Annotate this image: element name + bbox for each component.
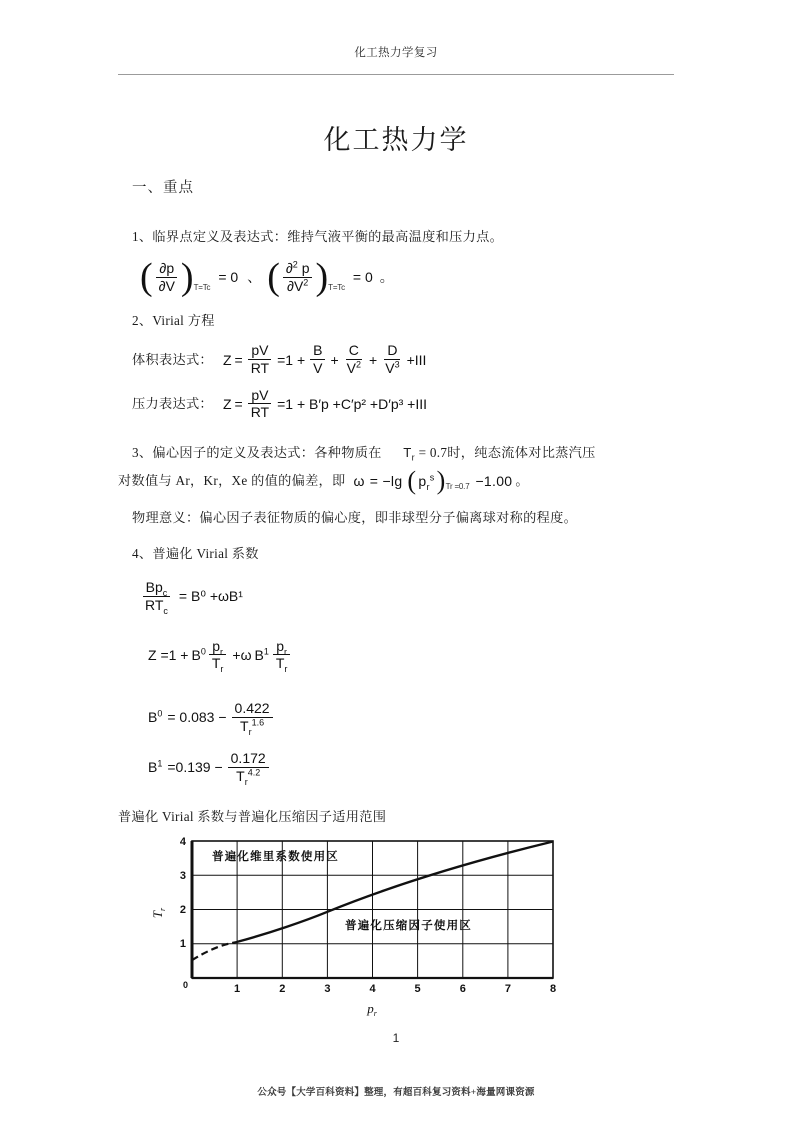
subscript-tc-2: T=Tc — [328, 283, 345, 293]
item-1-formula — [140, 255, 684, 298]
volume-expression-row — [132, 343, 684, 375]
document-body — [118, 176, 684, 825]
partial-derivative-2 — [267, 255, 345, 298]
x-tick-3: 3 — [324, 983, 331, 995]
x-tick-5: 5 — [414, 983, 421, 995]
period-mark: 。 — [379, 269, 394, 286]
volume-expression-formula: Z = $\frac{pV}{RT}$ =1 + $\frac{B}{V}$ + $\frac{C}{V^2}$ + $\frac{D}{V^3}$ +III — [222, 342, 427, 377]
b0-formula: $B^0$ = 0.083 − $\frac{0.422}{T_r^{1.6}}$ — [148, 701, 684, 733]
formula-separator: 、 — [247, 269, 262, 286]
page-header — [0, 46, 792, 60]
pressure-expression-label: 压力表达式： — [132, 395, 213, 411]
y-tick-2: 2 — [179, 904, 186, 916]
paren-right-icon-3: ) — [436, 466, 446, 496]
acentric-factor-formula: ω = −lg ( $p_r^s$ ) Tr =0.7 −1.00 — [353, 466, 513, 496]
x-axis-label: $p_r$ — [367, 1001, 377, 1018]
x-tick-1: 1 — [234, 983, 241, 995]
footer-note: 公众号【大学百科资料】整理，有超百科复习资料+海量网课资源 — [257, 1088, 535, 1098]
page-number: 1 — [392, 1031, 400, 1045]
y-axis-label: $T_r$ — [150, 907, 167, 919]
item-3-period: 。 — [515, 473, 529, 489]
y-tick-1: 1 — [179, 938, 186, 950]
x-tick-6: 6 — [459, 983, 466, 995]
region-label-virial: 普遍化维里系数使用区 — [212, 851, 339, 863]
region-label-compressibility: 普遍化压缩因子使用区 — [345, 920, 472, 932]
page-title: 化工热力学 — [323, 125, 469, 155]
y-tick-0: 0 — [182, 980, 188, 990]
generalized-virial-formula-2: Z =1 + $B^0$ $\frac{p_r}{T_r}$ +ω $B^1$ $\frac{p_r}{T_r}$ — [148, 639, 684, 671]
item-4-heading: 4、普遍化 Virial 系数 — [132, 546, 259, 562]
x-tick-8: 8 — [549, 983, 557, 995]
volume-expression-label: 体积表达式： — [132, 351, 213, 367]
paren-left-icon-2: ( — [267, 255, 280, 298]
running-title: 化工热力学复习 — [354, 47, 438, 59]
item-3-line-1: 3、偏心因子的定义及表达式：各种物质在 $T_r = 0.7$时，纯态流体对比蒸汽压 — [132, 445, 596, 463]
equals-zero-2: = 0 — [352, 269, 373, 286]
item-2-heading: 2、Virial 方程 — [132, 313, 215, 329]
x-tick-2: 2 — [279, 983, 286, 995]
y-tick-3: 3 — [179, 870, 186, 882]
subscript-tr-07: Tr =0.7 — [445, 481, 470, 491]
dv-denominator: ∂V — [158, 277, 175, 294]
tr-symbol: $T_r$ — [403, 445, 415, 463]
item-1-text: 1、临界点定义及表达式：维持气液平衡的最高温度和压力点。 — [132, 229, 504, 244]
paren-right-icon: ) — [180, 255, 194, 298]
chart-caption: 普遍化 Virial 系数与普遍化压缩因子适用范围 — [118, 808, 387, 824]
item-3-meaning: 物理意义：偏心因子表征物质的偏心度，即非球型分子偏离球对称的程度。 — [132, 510, 578, 526]
paren-right-icon-2: ) — [315, 255, 329, 298]
x-tick-7: 7 — [504, 983, 511, 995]
paren-left-icon-3: ( — [407, 466, 417, 496]
partial-derivative-1 — [140, 255, 211, 298]
pressure-expression-row — [132, 388, 684, 420]
acentric-paren-group: ( $p_r^s$ ) Tr =0.7 — [407, 466, 470, 496]
paren-left-icon: ( — [140, 255, 153, 298]
subscript-tc-1: T=Tc — [193, 283, 211, 293]
header-divider — [118, 74, 674, 75]
pressure-expression-formula: Z = $\frac{pV}{RT}$ =1 + B′p +C′p² +D′p³ +III — [222, 386, 428, 421]
equals-zero-1: = 0 — [218, 269, 239, 286]
y-tick-4: 4 — [179, 836, 186, 848]
dv2-denominator: $\partial V^2$ — [287, 277, 309, 294]
item-3-line-2: 对数值与 Ar，Kr，Xe 的值的偏差，即 ω = −lg ( $p_r^s$ ) Tr =0.7 −1.00 。 — [118, 466, 529, 496]
d2p-numerator: ∂$^2$ p — [283, 261, 313, 278]
x-tick-4: 4 — [369, 983, 376, 995]
dp-numerator: ∂p — [156, 261, 177, 278]
chart-x-ticks — [234, 983, 556, 995]
heading-key-points: 一、重点 — [132, 180, 194, 196]
b1-formula: $B^1$ =0.139 − $\frac{0.172}{T_r^{4.2}}$ — [148, 751, 684, 783]
chart-svg — [140, 833, 600, 1018]
generalized-virial-formula-1: $\frac{Bp_c}{RT_c}$ = B⁰ +ωB¹ — [140, 580, 684, 612]
chart-y-ticks — [180, 836, 188, 990]
applicability-range-chart — [140, 833, 600, 1018]
